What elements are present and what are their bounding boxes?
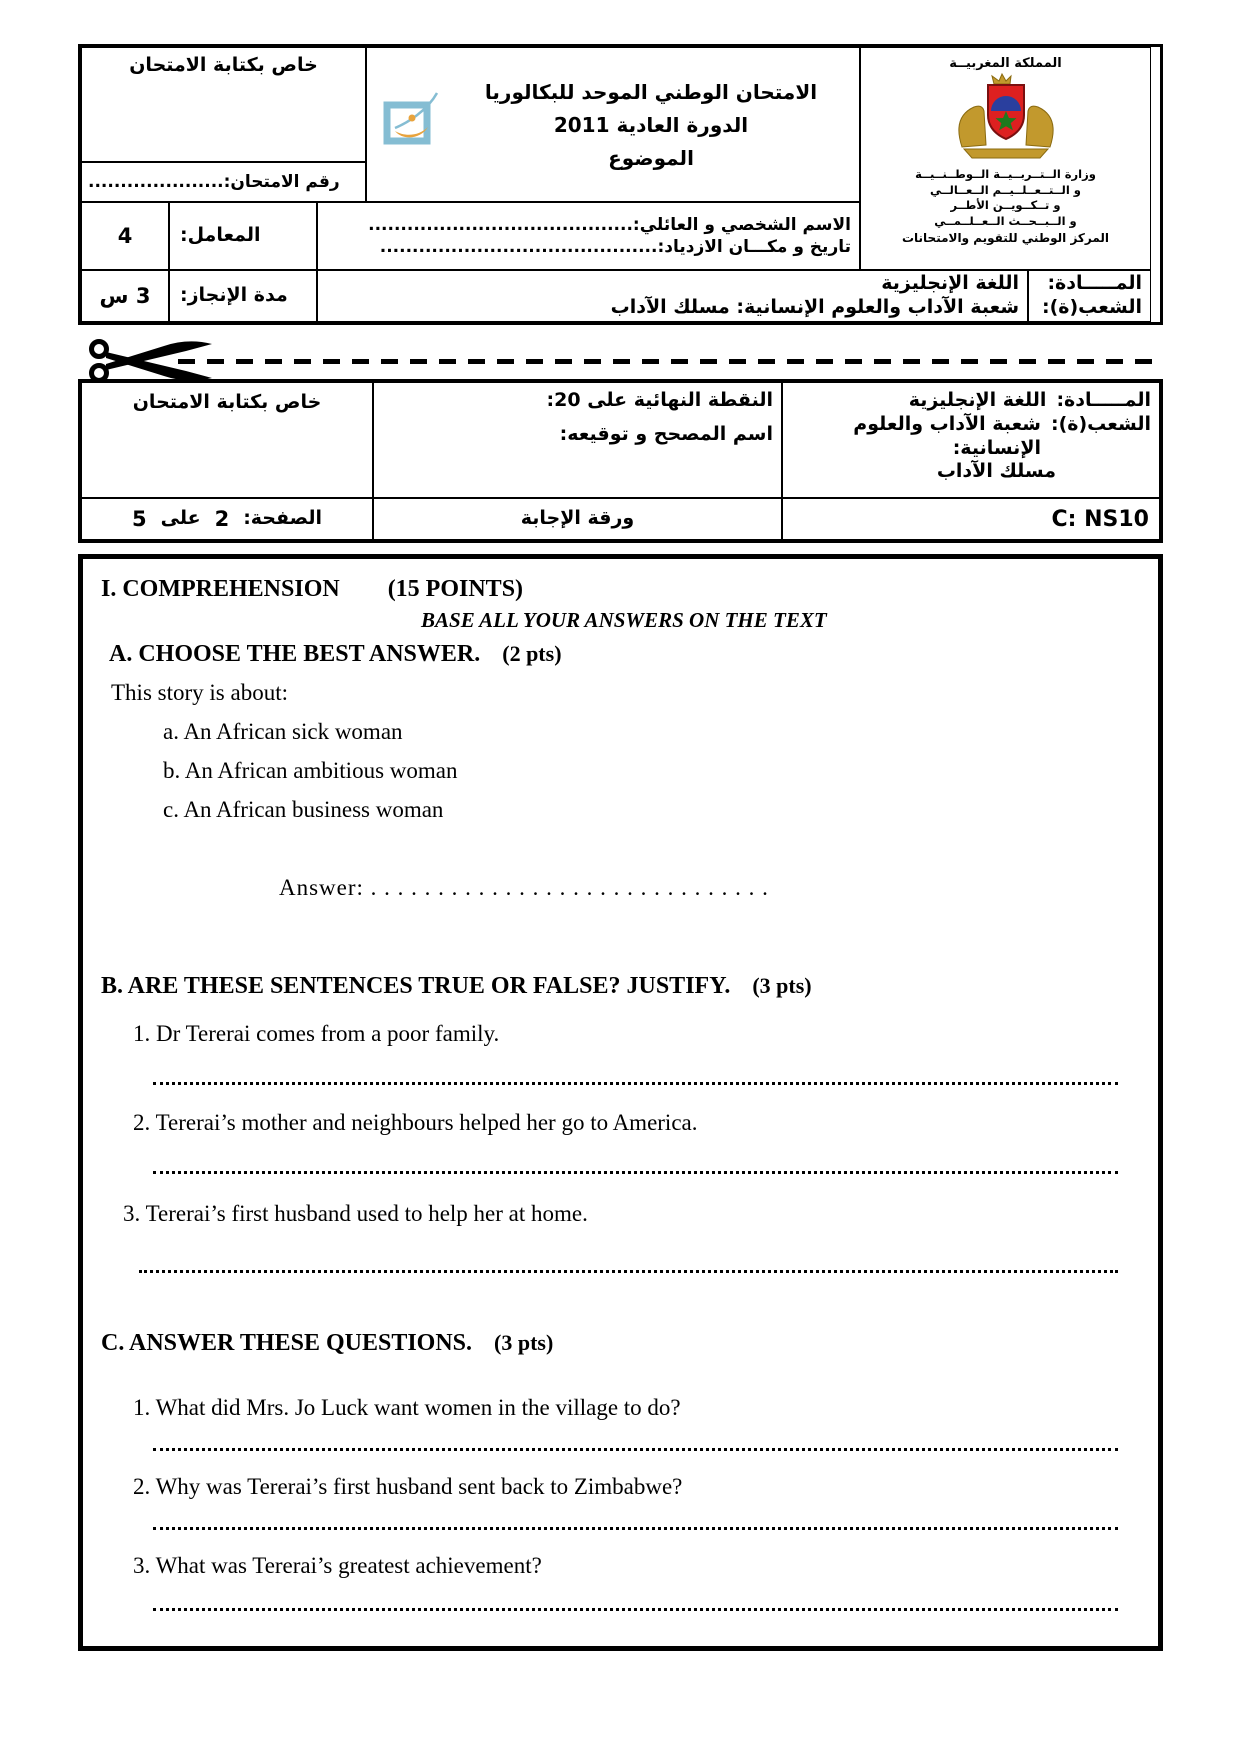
subject-label: المـــــادة: xyxy=(1047,272,1142,295)
part-a-heading xyxy=(109,640,1140,669)
candidate-name-field: الاسم الشخصي و العائلي:......................................... xyxy=(368,214,851,235)
kingdom-name-label: المملكة المغربيــة xyxy=(949,56,1062,71)
answer-sheet-header-box xyxy=(78,379,1163,543)
part-b-item-1: 1. Dr Tererai comes from a poor family. xyxy=(133,1020,500,1046)
reserved-for-exam-label-2: خاص بكتابة الامتحان xyxy=(81,382,373,498)
option-b: b. An African ambitious woman xyxy=(163,758,458,784)
part-b-item-2: 2. Tererai’s mother and neighbours helped her go to America. xyxy=(133,1109,698,1135)
exam-body-box xyxy=(78,554,1163,1651)
branch-value2-2: مسلك الآداب xyxy=(936,460,1056,483)
ministry-text-block xyxy=(915,167,1096,229)
candidate-birth-field: تاريخ و مكـــان الازدياد:........................................... xyxy=(379,237,851,257)
part-a-answer-line: Answer: . . . . . . . . . . . . . . . . . . . . . . . . . . . . . . xyxy=(279,875,769,901)
duration-label: مدة الإنجاز: xyxy=(169,270,317,322)
marking-cell xyxy=(373,382,782,498)
exam-code: C: NS10 xyxy=(782,498,1160,540)
comprehension-heading xyxy=(101,575,1140,604)
part-b-points: (3 pts) xyxy=(752,973,812,999)
answer-dotted-line xyxy=(153,1527,1118,1530)
subject-label-2: المـــــادة: xyxy=(1056,389,1151,411)
marker-name-field: اسم المصحح و توقيعه: xyxy=(559,422,773,445)
branch-value-2: شعبة الآداب والعلوم الإنسانية: xyxy=(853,412,1041,459)
candidate-identity-cell xyxy=(317,202,860,270)
exam-title-line3: الموضوع xyxy=(608,145,694,170)
subject-branch-labels xyxy=(1028,270,1151,322)
ministry-line4: و الــبــحــث الــعــلــمــي xyxy=(934,213,1077,228)
ministry-line2: و الــتــعــلــيــم الــعــالــي xyxy=(930,182,1081,197)
comprehension-points: (15 POINTS) xyxy=(387,576,524,602)
ministry-line1: وزارة الــتــربــيــة الــوطــنــيــة xyxy=(915,167,1096,181)
option-c: c. An African business woman xyxy=(163,797,444,823)
page-of-word: على xyxy=(160,507,201,530)
subject-branch-values xyxy=(317,270,1028,322)
ministry-line3: و تــكــويــن الأطــر xyxy=(950,198,1061,213)
coefficient-value: 4 xyxy=(81,202,169,270)
subject-value: اللغة الإنجليزية xyxy=(881,272,1019,295)
final-mark-field: النقطة النهائية على 20: xyxy=(546,389,773,411)
exam-header-box xyxy=(78,44,1163,325)
part-c-points: (3 pts) xyxy=(494,1329,554,1355)
subject-branch-cell-2 xyxy=(782,382,1160,498)
duration-value: 3 س xyxy=(81,270,169,322)
part-b-title: B. ARE THESE SENTENCES TRUE OR FALSE? JUSTIFY. xyxy=(101,973,731,1000)
exam-title-line2: الدورة العادية 2011 xyxy=(553,112,749,137)
answer-dotted-line xyxy=(153,1448,1118,1451)
page-label: الصفحة: xyxy=(243,507,323,530)
assessment-center-label: المركز الوطني للتقويم والامتحانات xyxy=(901,231,1110,246)
morocco-coat-of-arms-icon xyxy=(931,71,1081,167)
reserved-for-exam-label: خاص بكتابة الامتحان xyxy=(81,47,366,162)
coefficient-label: المعامل: xyxy=(169,202,317,270)
part-b-heading xyxy=(101,972,1140,1001)
page-total: 5 xyxy=(131,506,147,531)
answer-dotted-line xyxy=(139,1270,1118,1273)
kingdom-arms-cell xyxy=(860,47,1151,270)
exam-number-field: رقم الامتحان:..................... xyxy=(81,162,366,202)
part-c-item-2: 2. Why was Tererai’s first husband sent back to Zimbabwe? xyxy=(133,1474,683,1500)
exam-center-logo-icon xyxy=(381,91,443,158)
answer-dotted-line xyxy=(153,1082,1118,1085)
answer-dotted-line xyxy=(153,1171,1118,1174)
branch-label: الشعب(ة): xyxy=(1041,296,1142,318)
part-a-stem: This story is about: xyxy=(111,680,288,706)
part-a-points: (2 pts) xyxy=(502,640,562,666)
part-c-item-1: 1. What did Mrs. Jo Luck want women in the village to do? xyxy=(133,1395,681,1421)
answer-sheet-label: ورقة الإجابة xyxy=(373,498,782,540)
base-answers-instruction: BASE ALL YOUR ANSWERS ON THE TEXT xyxy=(421,608,827,633)
exam-title-line1: الامتحان الوطني الموحد للبكالوريا xyxy=(484,79,818,104)
option-a: a. An African sick woman xyxy=(163,719,403,745)
part-a-title: A. CHOOSE THE BEST ANSWER. xyxy=(109,640,481,667)
subject-value-2: اللغة الإنجليزية xyxy=(908,389,1047,411)
page-number-cell xyxy=(81,498,373,540)
part-b-item-3: 3. Tererai’s first husband used to help her at home. xyxy=(123,1200,588,1226)
cut-here-divider xyxy=(78,338,1163,384)
branch-value: شعبة الآداب والعلوم الإنسانية: مسلك الآداب xyxy=(610,296,1019,318)
exam-title-block xyxy=(443,71,859,179)
part-c-item-3: 3. What was Tererai’s greatest achievement? xyxy=(133,1553,542,1579)
dashed-cut-line xyxy=(178,359,1163,364)
part-c-heading xyxy=(101,1329,1140,1358)
answer-dotted-line xyxy=(153,1608,1118,1611)
exam-title-cell xyxy=(366,47,860,202)
branch-label-2: الشعب(ة): xyxy=(1050,412,1151,435)
page-current: 2 xyxy=(214,506,230,531)
part-c-title: C. ANSWER THESE QUESTIONS. xyxy=(101,1329,473,1356)
comprehension-title: I. COMPREHENSION xyxy=(101,576,340,602)
